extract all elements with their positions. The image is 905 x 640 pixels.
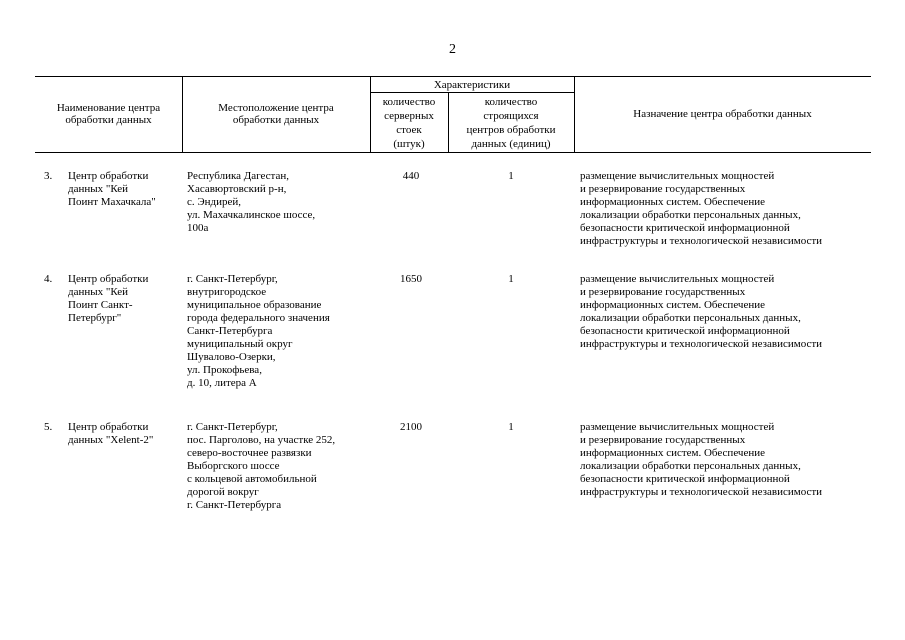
header-location: Местоположение центра обработки данных xyxy=(218,102,334,126)
center-purpose: размещение вычислительных мощностей и резервирование государственных информационных систем. Обеспечение локализации обработки персональных данных, безопасности критической информационной инфраструктуры и технологической независимости xyxy=(580,273,823,350)
header-purpose: Назначение центра обработки данных xyxy=(633,108,812,120)
centers-count: 1 xyxy=(508,421,514,433)
page-number: 2 xyxy=(449,42,456,57)
row-number: 5. xyxy=(44,421,53,433)
center-name: Центр обработки данных "Кей Поинт Санкт- Петербург" xyxy=(68,273,149,324)
header-centers: количество строящихся центров обработки данных (единиц) xyxy=(466,96,556,150)
center-name: Центр обработки данных "Кей Поинт Махачкала" xyxy=(68,170,156,208)
center-location: г. Санкт-Петербург, пос. Парголово, на участке 252, северо-восточнее развязки Выборгского шоссе с кольцевой автомобильной дорогой вокруг г. Санкт-Петербурга xyxy=(187,421,336,511)
centers-count: 1 xyxy=(508,273,514,285)
row-number: 3. xyxy=(44,170,53,182)
center-purpose: размещение вычислительных мощностей и резервирование государственных информационных систем. Обеспечение локализации обработки персональных данных, безопасности критической информационной инфраструктуры и технологической независимости xyxy=(580,170,823,247)
center-purpose: размещение вычислительных мощностей и резервирование государственных информационных систем. Обеспечение локализации обработки персональных данных, безопасности критической информационной инфраструктуры и технологической независимости xyxy=(580,421,823,498)
server-racks-count: 2100 xyxy=(400,421,422,433)
header-name: Наименование центра обработки данных xyxy=(56,102,161,126)
centers-count: 1 xyxy=(508,170,514,182)
center-name: Центр обработки данных "Xelent-2" xyxy=(68,421,154,446)
table-top-rule xyxy=(35,76,871,77)
header-bottom-rule xyxy=(35,152,871,153)
row-number: 4. xyxy=(44,273,53,285)
header-characteristics: Характеристики xyxy=(433,79,511,91)
center-location: Республика Дагестан, Хасавюртовский р-н, с. Эндирей, ул. Махачкалинское шоссе, 100а xyxy=(187,170,316,234)
characteristics-rule xyxy=(370,92,574,93)
center-location: г. Санкт-Петербург, внутригородское муниципальное образование города федерального значения Санкт-Петербурга муниципальный округ Шувалово-Озерки, ул. Прокофьева, д. 10, литера А xyxy=(187,273,330,389)
server-racks-count: 1650 xyxy=(400,273,422,285)
header-racks: количество серверных стоек (штук) xyxy=(382,96,436,150)
server-racks-count: 440 xyxy=(402,170,420,182)
